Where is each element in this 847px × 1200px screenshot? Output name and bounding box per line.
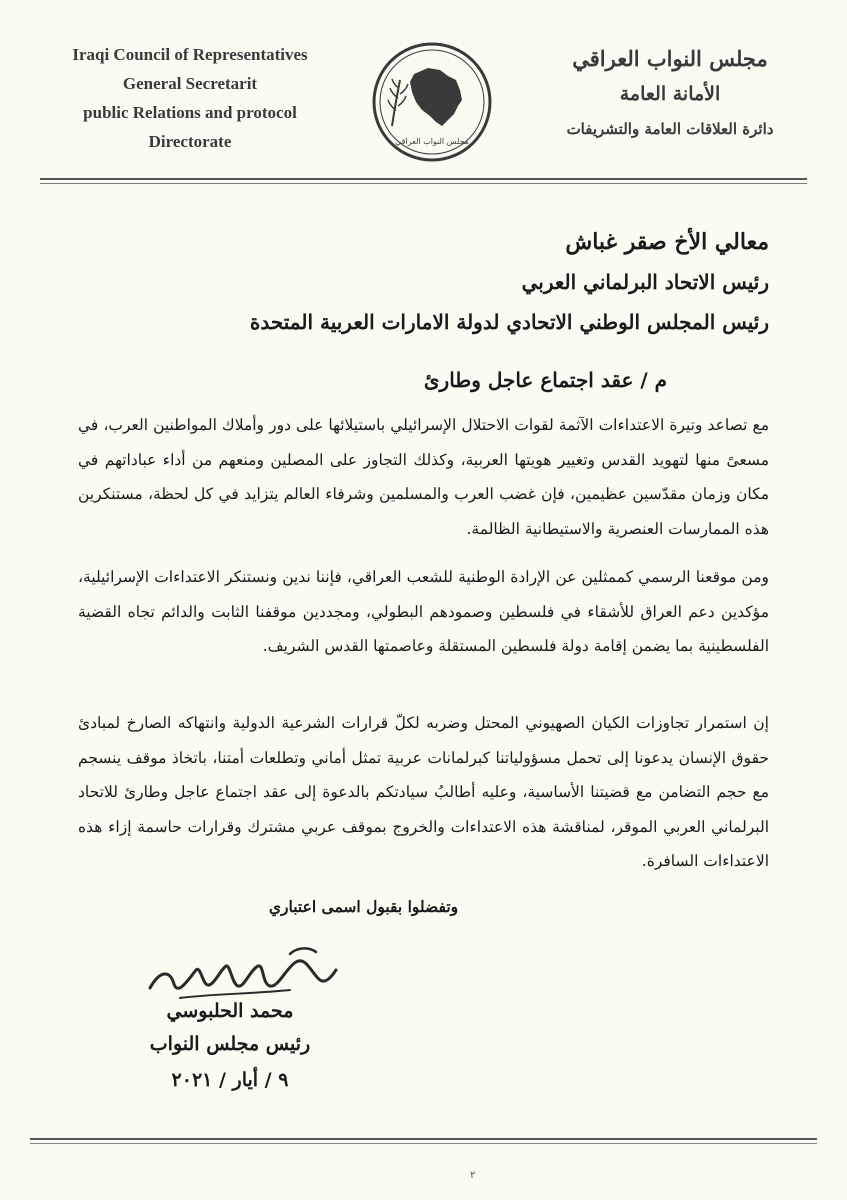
- addressee-name: معالي الأخ صقر غباش: [565, 229, 769, 255]
- addressee-title-2: رئيس المجلس الوطني الاتحادي لدولة الامارات العربية المتحدة: [249, 310, 769, 334]
- letterhead-english-line-4: Directorate: [148, 132, 232, 151]
- emblem-caption: مجلس النواب العراقي: [395, 137, 469, 146]
- body-paragraph-2: ومن موقعنا الرسمي كممثلين عن الإرادة الوطنية للشعب العراقي، فإننا ندين ونستنكر الاعتداءات الإسرائيلية، مؤكدين دعم العراق للأشقاء في فلسطين وصمودهم البطولي، ومجددين موقفنا الثابت والدائم تجاه القضية الفلسطينية بما يضمن إقامة دولة فلسطين المستقلة وعاصمتها القدس الشريف.: [78, 568, 769, 655]
- letterhead-english-line-1: Iraqi Council of Representatives: [72, 45, 308, 64]
- signatory-name: محمد الحلبوسي: [166, 1000, 294, 1022]
- body-paragraph-1: مع تصاعد وتيرة الاعتداءات الآثمة لقوات الاحتلال الإسرائيلي باستيلائها على دور وأملاك المواطنين العرب، في مسعىً منها لتهويد القدس وتغيير هويتها العربية، وكذلك التجاوز على المصلين ومنعهم من أداء عباداتهم في مكان وزمان مقدّسين عظيمين، فإن غضب العرب والمسلمين وشرفاء العالم يتزايد في كل لحظة، مستنكرين هذه الممارسات العنصرية والاستيطانية الظالمة.: [78, 416, 769, 538]
- closing-line: وتفضلوا بقبول اسمى اعتباري: [268, 897, 459, 916]
- letterhead-arabic: [535, 42, 805, 146]
- parliament-emblem-icon: [370, 40, 494, 164]
- signatory-title: رئيس مجلس النواب: [149, 1033, 311, 1055]
- letterhead-arabic-line-1: مجلس النواب العراقي: [572, 46, 768, 71]
- letterhead-divider: [40, 178, 807, 184]
- addressee-title-1: رئيس الاتحاد البرلماني العربي: [521, 270, 769, 294]
- signatory-block: [110, 996, 350, 1098]
- letterhead-arabic-line-2: الأمانة العامة: [619, 83, 721, 105]
- footer-divider: [30, 1138, 817, 1144]
- letterhead-english-line-2: General Secretarit: [122, 74, 258, 93]
- subject-line: م / عقد اجتماع عاجل وطارئ: [423, 368, 667, 392]
- page-number: ٢: [470, 1170, 476, 1181]
- body-paragraph-3: إن استمرار تجاوزات الكيان الصهيوني المحتل وضربه لكلّ قرارات الشرعية الدولية وانتهاكه الصارخ لمبادئ حقوق الإنسان يدعونا إلى تحمل مسؤولياتنا كبرلمانات عربية تمثل أماني وتطلعات أمتنا، باتخاذ موقف ينسجم مع حجم التضامن مع قضيتنا الأساسية، وعليه أطالبُ سيادتكم بالدعوة إلى عقد اجتماع عاجل وطارئ للاتحاد البرلماني العربي الموقر، لمناقشة هذه الاعتداءات والخروج بموقف عربي مشترك وقرارات حاسمة إزاء هذه الاعتداءات السافرة.: [78, 714, 769, 870]
- letterhead-arabic-line-3: دائرة العلاقات العامة والتشريفات: [566, 120, 774, 138]
- letterhead-english: [40, 40, 340, 156]
- letter-date: ٩ / أيار / ٢٠٢١: [171, 1069, 289, 1091]
- letterhead-english-line-3: public Relations and protocol: [83, 103, 297, 122]
- addressee-block: [69, 222, 769, 342]
